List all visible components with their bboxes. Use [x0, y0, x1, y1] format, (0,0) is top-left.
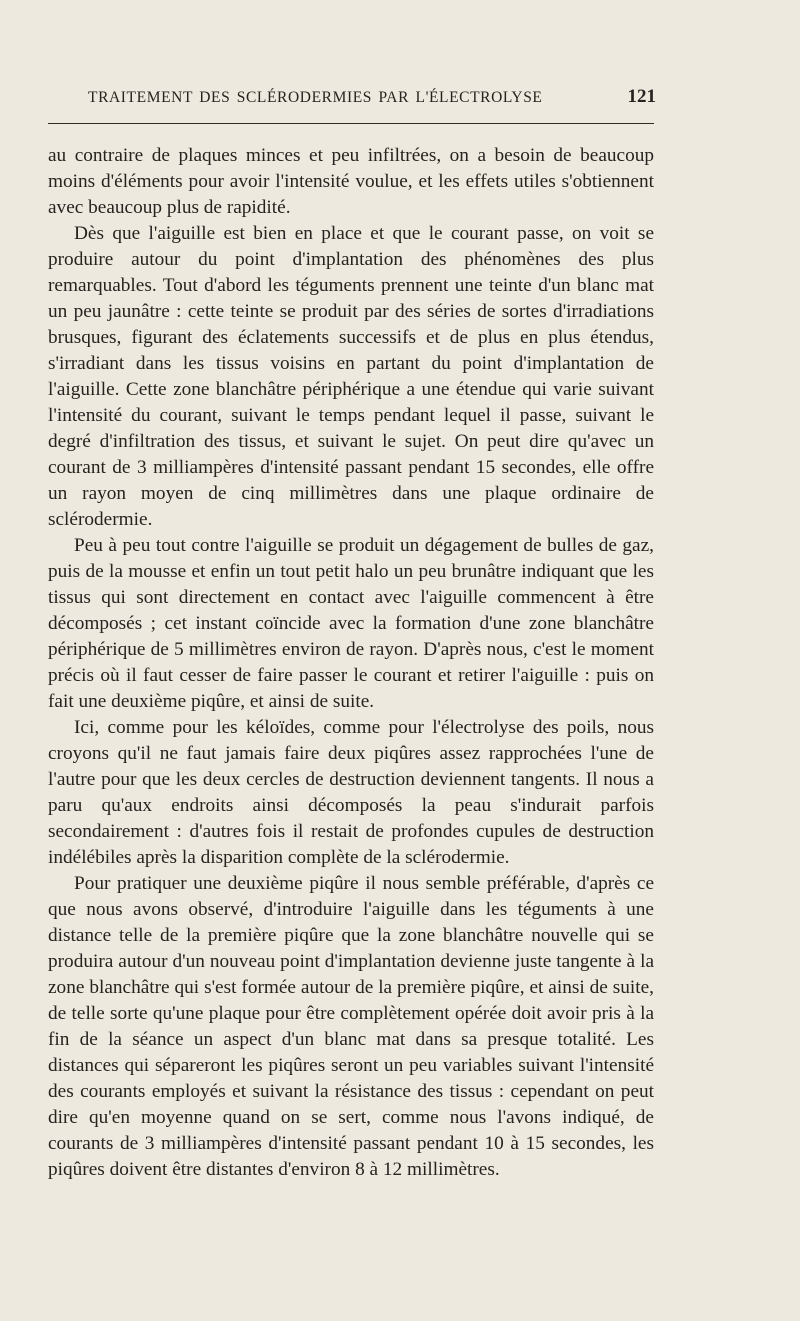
paragraph-2: Dès que l'aiguille est bien en place et que le courant passe, on voit se produire autour du point d'implantation des phénomènes des plus remarquables. Tout d'abord les téguments prennent une teinte d'un blanc mat un peu jaunâtre : cette teinte se produit par des séries de sortes d'irradiations brusques, figurant des éclatements successifs et de plus en plus étendus, s'irradiant dans les tissus voisins en partant du point d'implantation de l'aiguille. Cette zone blanchâtre périphérique a une étendue qui varie suivant l'intensité du courant, suivant le temps pendant lequel il passe, suivant le degré d'infiltration des tissus, et suivant le sujet. On peut dire qu'avec un courant de 3 milliampères d'intensité passant pendant 15 secondes, elle offre un rayon moyen de cinq millimètres dans une plaque ordinaire de sclérodermie.: [48, 223, 654, 530]
paragraph-5: Pour pratiquer une deuxième piqûre il nous semble préférable, d'après ce que nous avons observé, d'introduire l'aiguille dans les téguments à une distance telle de la première piqûre que la zone blanchâtre nouvelle qui se produira autour d'un nouveau point d'implantation devienne juste tangente à la zone blanchâtre qui s'est formée autour de la première piqûre, et ainsi de suite, de telle sorte qu'une plaque pour être complètement opérée doit avoir pris à la fin de la séance un aspect d'un blanc mat dans sa presque totalité. Les distances qui sépareront les piqûres seront un peu variables suivant l'intensité des courants employés et suivant la résistance des tissus : cependant on peut dire qu'en moyenne quand on se sert, comme nous l'avons indiqué, de courants de 3 milliampères d'intensité passant pendant 10 à 15 secondes, les piqûres doivent être distantes d'environ 8 à 12 millimètres.: [48, 873, 654, 1180]
running-header: [88, 86, 656, 112]
page-number: 121: [627, 86, 656, 107]
running-title: TRAITEMENT DES SCLÉRODERMIES PAR L'ÉLECTROLYSE: [88, 89, 543, 106]
body-text: [48, 143, 654, 1183]
header-rule: [48, 123, 654, 124]
paragraph-1: au contraire de plaques minces et peu infiltrées, on a besoin de beaucoup moins d'éléments pour avoir l'intensité voulue, et les effets utiles s'obtiennent avec beaucoup plus de rapidité.: [48, 145, 654, 218]
paragraph-3: Peu à peu tout contre l'aiguille se produit un dégagement de bulles de gaz, puis de la mousse et enfin un tout petit halo un peu brunâtre indiquant que les tissus qui sont directement en contact avec l'aiguille commencent à être décomposés ; cet instant coïncide avec la formation d'une zone blanchâtre périphérique de 5 millimètres environ de rayon. D'après nous, c'est le moment précis où il faut cesser de faire passer le courant et retirer l'aiguille : puis on fait une deuxième piqûre, et ainsi de suite.: [48, 535, 654, 712]
paragraph-4: Ici, comme pour les kéloïdes, comme pour l'électrolyse des poils, nous croyons qu'il ne faut jamais faire deux piqûres assez rapprochées l'une de l'autre pour que les deux cercles de destruction deviennent tangents. Il nous a paru qu'aux endroits ainsi décomposés la peau s'indurait parfois secondairement : d'autres fois il restait de profondes cupules de destruction indélébiles après la disparition complète de la sclérodermie.: [48, 717, 654, 868]
